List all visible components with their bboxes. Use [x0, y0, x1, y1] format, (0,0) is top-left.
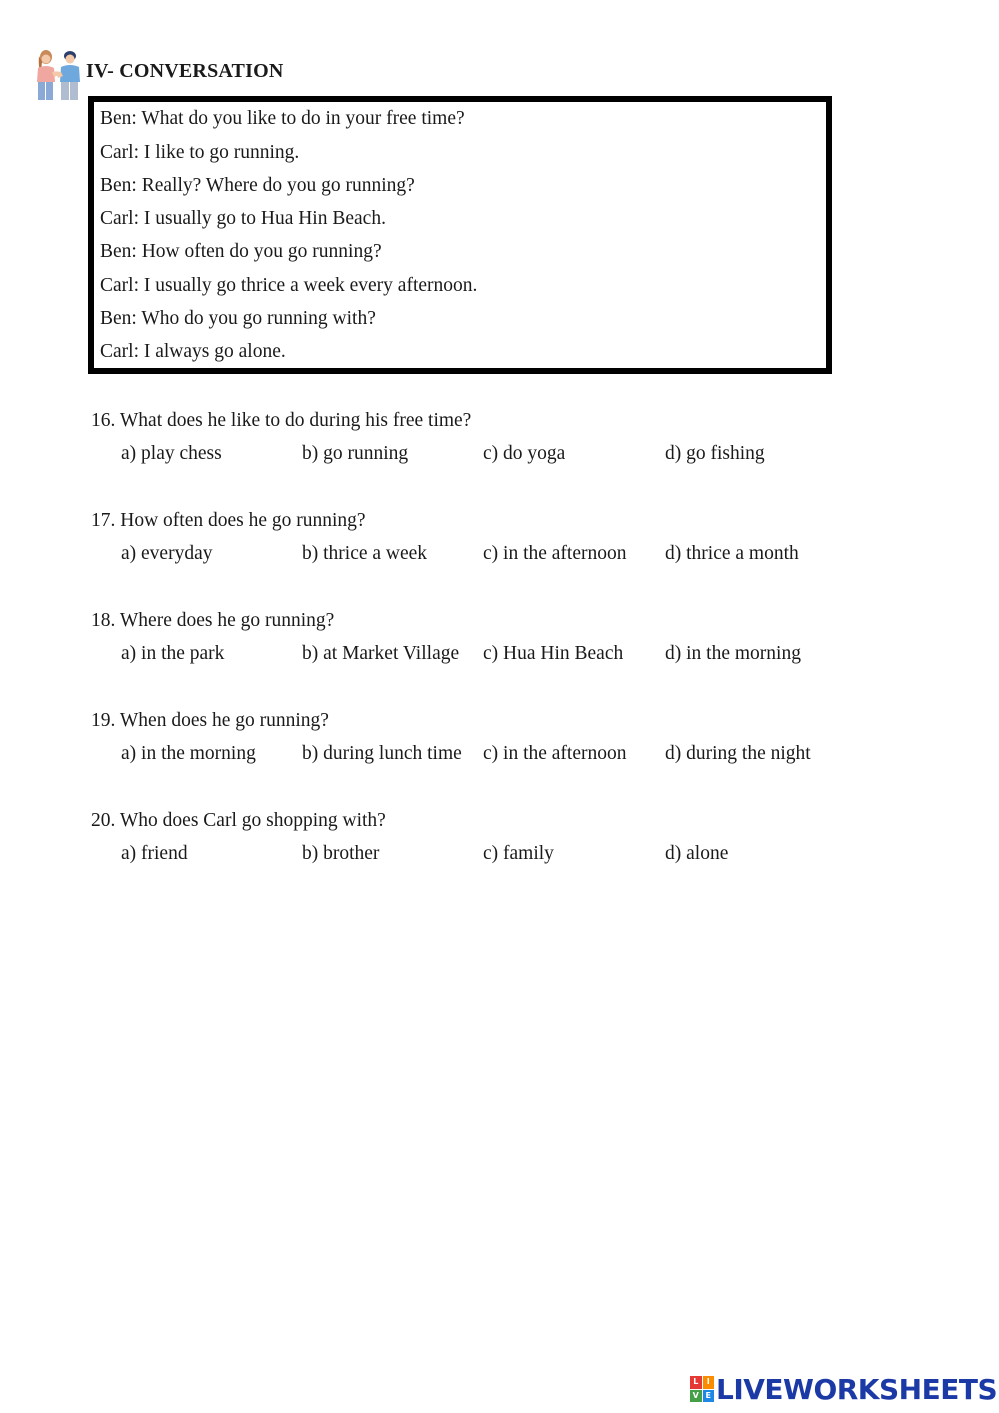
people-talking-icon	[32, 48, 84, 102]
option-b[interactable]: b) brother	[302, 843, 380, 864]
dialogue-line: Carl: I usually go thrice a week every afternoon.	[100, 275, 478, 296]
option-d[interactable]: d) during the night	[665, 743, 811, 764]
logo-mark-letter: E	[703, 1390, 715, 1403]
logo-mark-icon	[690, 1376, 714, 1402]
question-18: 18. Where does he go running?	[91, 610, 335, 631]
question-16: 16. What does he like to do during his free time?	[91, 410, 472, 431]
option-c[interactable]: c) in the afternoon	[483, 543, 627, 564]
option-d[interactable]: d) thrice a month	[665, 543, 799, 564]
option-c[interactable]: c) Hua Hin Beach	[483, 643, 624, 664]
option-a[interactable]: a) in the morning	[121, 743, 256, 764]
dialogue-line: Ben: What do you like to do in your free time?	[100, 108, 465, 129]
dialogue-line: Carl: I always go alone.	[100, 341, 286, 362]
option-a[interactable]: a) friend	[121, 843, 188, 864]
question-20: 20. Who does Carl go shopping with?	[91, 810, 386, 831]
option-c[interactable]: c) in the afternoon	[483, 743, 627, 764]
dialogue-line: Ben: How often do you go running?	[100, 241, 382, 262]
option-b[interactable]: b) go running	[302, 443, 409, 464]
option-a[interactable]: a) everyday	[121, 543, 213, 564]
dialogue-box	[88, 96, 832, 374]
option-c[interactable]: c) family	[483, 843, 554, 864]
option-b[interactable]: b) thrice a week	[302, 543, 428, 564]
option-c[interactable]: c) do yoga	[483, 443, 566, 464]
option-b[interactable]: b) at Market Village	[302, 643, 460, 664]
option-d[interactable]: d) alone	[665, 843, 729, 864]
question-19: 19. When does he go running?	[91, 710, 329, 731]
option-a[interactable]: a) play chess	[121, 443, 222, 464]
option-b[interactable]: b) during lunch time	[302, 743, 462, 764]
dialogue-line: Carl: I like to go running.	[100, 142, 300, 163]
option-a[interactable]: a) in the park	[121, 643, 225, 664]
logo-mark-letter: L	[690, 1376, 702, 1389]
dialogue-line: Ben: Who do you go running with?	[100, 308, 376, 329]
dialogue-line: Ben: Really? Where do you go running?	[100, 175, 415, 196]
section-title: IV- CONVERSATION	[86, 60, 284, 82]
logo-mark-letter: I	[703, 1376, 715, 1389]
dialogue-line: Carl: I usually go to Hua Hin Beach.	[100, 208, 386, 229]
logo-text: LIVEWORKSHEETS	[716, 1372, 998, 1406]
option-d[interactable]: d) in the morning	[665, 643, 801, 664]
liveworksheets-logo[interactable]	[690, 1373, 997, 1405]
option-d[interactable]: d) go fishing	[665, 443, 765, 464]
question-17: 17. How often does he go running?	[91, 510, 366, 531]
logo-mark-letter: V	[690, 1390, 702, 1403]
